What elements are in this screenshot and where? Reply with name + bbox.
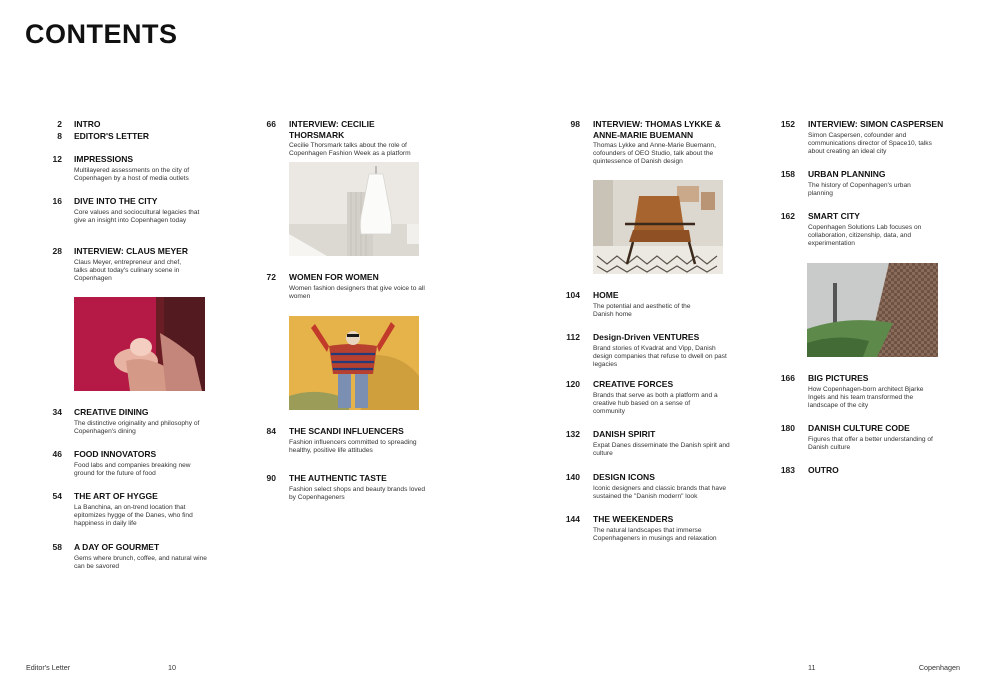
entry-heading: SMART CITY [808,211,860,221]
page-number: 180 [780,423,795,433]
entry-heading: IMPRESSIONS [74,154,134,164]
toc-entry-dive-into-the-city[interactable] [26,196,202,225]
page-number: 140 [565,472,580,482]
entry-heading: THE WEEKENDERS [593,514,674,524]
page-number: 2 [57,119,62,129]
page-number: 158 [780,169,795,179]
entry-description: Food labs and companies breaking new ground for the future of food [74,461,191,477]
page-number: 98 [570,119,580,129]
toc-entry-the-weekenders[interactable] [544,514,730,543]
toc-entry-interview-thomas-lykke[interactable] [544,119,730,167]
entry-heading: CREATIVE FORCES [593,379,674,389]
page-number: 152 [780,119,795,129]
entry-description: The history of Copenhagen's urban planning [808,181,911,197]
entry-description: Fashion select shops and beauty brands loved by Copenhageners [289,485,425,501]
toc-entry-the-scandi-influencers[interactable] [240,426,432,455]
entry-description: Thomas Lykke and Anne-Marie Buemann, cofounders of OEO Studio, talk about the quintessence of Danish design [593,142,716,166]
entry-heading: Design-Driven VENTURES [593,332,700,342]
entry-heading: A DAY OF GOURMET [74,542,160,552]
page-number: 16 [52,196,62,206]
toc-entry-design-driven-ventures[interactable] [544,332,730,369]
entry-description: The distinctive originality and philosophy of Copenhagen's dining [74,419,200,435]
entry-description: Brands that serve as both a platform and a creative hub based on a sense of community [593,391,718,415]
page-number: 144 [565,514,580,524]
entry-heading: DIVE INTO THE CITY [74,196,158,206]
page-number: 46 [52,449,62,459]
entry-description: Claus Meyer, entrepreneur and chef, talks about today's culinary scene in Copenhagen [74,258,182,282]
toc-entry-smart-city[interactable] [759,211,939,248]
page-number: 66 [266,119,276,129]
entry-heading: HOME [593,290,619,300]
toc-entry-big-pictures[interactable] [759,373,939,410]
toc-entry-creative-forces[interactable] [544,379,720,416]
entry-heading: URBAN PLANNING [808,169,886,179]
entry-description: The potential and aesthetic of the Danish home [593,302,691,318]
toc-entry-women-for-women[interactable] [240,272,432,301]
entry-description: Brand stories of Kvadrat and Vipp, Danish design companies that refuse to dwell on past legacies [593,344,727,368]
footer-left-page-number: 10 [168,663,176,672]
toc-entry-food-innovators[interactable] [26,449,206,478]
entry-description: Figures that offer a better understanding of Danish culture [808,435,933,451]
footer-right-page-number: 11 [808,663,816,672]
toc-entry-interview-cecilie-thorsmark[interactable] [240,119,432,158]
entry-heading: CREATIVE DINING [74,407,149,417]
entry-description: Fashion influencers committed to spreading healthy, positive life attitudes [289,438,417,454]
entry-heading: WOMEN FOR WOMEN [289,272,379,282]
page-number: 166 [780,373,795,383]
footer-left-section: Editor's Letter [26,663,71,672]
page-number: 12 [52,154,62,164]
entry-description: Simon Caspersen, cofounder and communications director of Space10, talks about creating an ideal city [808,131,932,155]
page-number: 112 [566,332,580,342]
toc-entry-intro[interactable] [26,119,216,130]
page-number: 183 [780,465,795,475]
page-number: 72 [266,272,276,282]
page-number: 58 [52,542,62,552]
entry-description: Cecilie Thorsmark talks about the role of Copenhagen Fashion Week as a platform [289,142,411,158]
toc-entry-danish-spirit[interactable] [544,429,730,458]
toc-entry-design-icons[interactable] [544,472,730,501]
page-number: 90 [266,473,276,483]
toc-entry-interview-simon-caspersen[interactable] [759,119,949,156]
entry-heading: BIG PICTURES [808,373,869,383]
entry-heading: EDITOR'S LETTER [74,131,150,141]
entry-heading: INTRO [74,119,101,129]
toc-entry-home[interactable] [544,290,730,319]
entry-heading: INTERVIEW: CLAUS MEYER [74,246,188,256]
white-dress-photo [289,162,419,256]
entry-heading: INTERVIEW: SIMON CASPERSEN [808,119,944,129]
page-number: 84 [266,426,276,436]
page-number: 54 [52,491,62,501]
entry-heading: DANISH SPIRIT [593,429,656,439]
page-number: 120 [565,379,580,389]
entry-description: Iconic designers and classic brands that have sustained the "Danish modern" look [593,484,727,500]
entry-heading: THE ART OF HYGGE [74,491,158,501]
entry-description: Expat Danes disseminate the Danish spirit and culture [593,441,730,457]
entry-description: The natural landscapes that immerse Copenhageners in musings and relaxation [593,526,717,542]
toc-entry-danish-culture-code[interactable] [759,423,939,452]
entry-heading: DANISH CULTURE CODE [808,423,910,433]
footer-right-section: Copenhagen [918,663,960,672]
toc-entry-impressions[interactable] [26,154,206,183]
entry-heading: THE SCANDI INFLUENCERS [289,426,404,436]
entry-description: La Banchina, an on-trend location that epitomizes hygge of the Danes, who find happiness in daily life [74,503,193,527]
page-number: 34 [52,407,62,417]
entry-description: Women fashion designers that give voice to all women [289,284,425,300]
entry-heading: THE AUTHENTIC TASTE [289,473,387,483]
page-number: 8 [57,131,62,141]
entry-description: Core values and sociocultural legacies that give an insight into Copenhagen today [74,208,200,224]
entry-heading: INTERVIEW: THOMAS LYKKE & ANNE-MARIE BUEMANN [593,119,721,140]
entry-heading: DESIGN ICONS [593,472,655,482]
toc-entry-editors-letter[interactable] [26,131,216,142]
copenhill-architecture-photo [807,263,938,357]
entry-heading: OUTRO [808,465,839,475]
entry-heading: INTERVIEW: CECILIE THORSMARK [289,119,375,140]
page-number: 132 [565,429,580,439]
entry-description: How Copenhagen-born architect Bjarke Ingels and his team transformed the landscape of the city [808,385,924,409]
page-number: 104 [565,290,580,300]
claus-meyer-photo [74,297,205,391]
page-number: 162 [780,211,795,221]
page-number: 28 [52,246,62,256]
toc-entry-the-authentic-taste[interactable] [240,473,432,502]
toc-entry-a-day-of-gourmet[interactable] [26,542,208,571]
toc-entry-interview-claus-meyer[interactable] [26,246,196,283]
entry-heading: FOOD INNOVATORS [74,449,157,459]
fashion-designer-photo [289,316,419,410]
entry-description: Multilayered assessments on the city of Copenhagen by a host of media outlets [74,166,190,182]
entry-description: Gems where brunch, coffee, and natural wine can be savored [74,554,207,570]
leather-chair-photo [593,180,723,274]
toc-entry-outro[interactable] [759,465,939,476]
page-title: CONTENTS [25,19,178,49]
toc-entry-urban-planning[interactable] [759,169,933,198]
entry-description: Copenhagen Solutions Lab focuses on collaboration, citizenship, data, and experimentation [808,223,922,247]
toc-entry-the-art-of-hygge[interactable] [26,491,208,528]
toc-entry-creative-dining[interactable] [26,407,206,436]
